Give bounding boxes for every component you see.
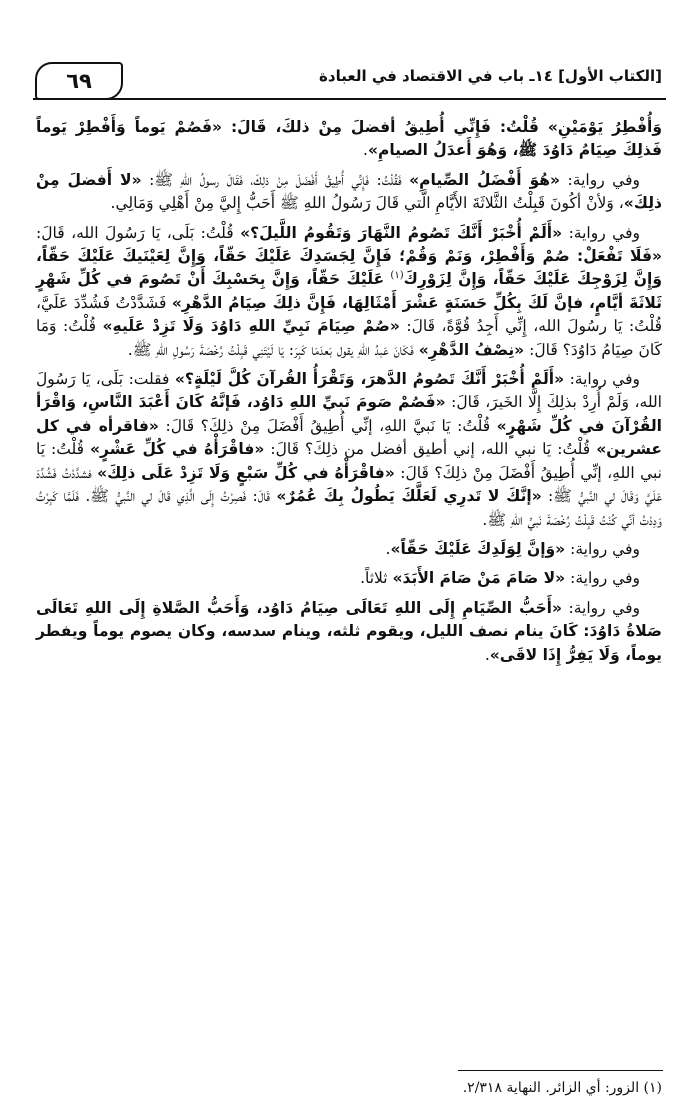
page-number: ٦٩ — [35, 62, 123, 100]
text-run: وَأُفْطِرُ يَوْمَيْنِ» قُلْتُ: فَإِنِّي أُطِيقُ أفضلَ مِنْ ذلكَ، قَالَ: — [222, 118, 663, 136]
text-run: قُلْتُ: يَا نَبيَّ اللهِ، إنِّي أُطِيقُ أَفْضَلَ مِنْ ذلِكَ؟ قَالَ: — [158, 416, 497, 435]
hadith-quote: عَلَيْكَ حَقّاً، وَإِنَّ بِحَسْبِكَ أَنْ تَصُومَ في كُلِّ شَهْرٍ ثَلاثَةَ أيَّامٍ، فإنَّ لَكَ بِكُلِّ حَسَنَةٍ عَشْرَ أَمْثَالِهَا، فَإِنَّ ذلِكَ صِيَامُ الدَّهْرِ» — [36, 270, 662, 312]
hadith-quote: «نِصْفُ الدَّهْرِ» — [418, 340, 525, 359]
text-run: قَالَ: فَصِرْتُ إِلَى الَّذِي قَالَ لي النَّبيُّ ﷺ. فَلَمَّا كَبِرْتُ وَدِدْتُ أنِّي كُنْتُ قَبِلْتُ رُخْصَةَ نَبيِّ اللهِ ﷺ. — [36, 487, 662, 529]
paragraph-4 — [36, 368, 662, 532]
text-run: فقلت: بَلَى، يَا رَسُولَ الله، وَلَمْ أُرِدْ بذلِكَ إِلَّا الخَيرَ، قَالَ: — [36, 370, 662, 412]
hadith-quote: «إنَّكَ لا تَدرِي لَعَلَّكَ يَطُولُ بِكَ عُمُرٌ» — [276, 487, 542, 506]
text-run: فَكَانَ عَبدُ اللهِ يقول بَعدَمَا كَبِرَ: يَا لَيْتَنِي قَبِلْتُ رُخْصَةَ رَسُولِ اللهِ ﷺ. — [127, 340, 419, 359]
hadith-text — [36, 116, 662, 673]
hadith-quote: «فَصُمْ يَوماً وَأَفْطِرْ يَوماً فَذلِكَ صِيَامُ دَاوُدَ ﷺ، وَهُوَ أَعدَلُ الصيامِ» — [36, 118, 662, 160]
paragraph-5 — [36, 538, 662, 561]
footnote-marker[interactable]: (١) — [390, 270, 404, 282]
footnote: (١) الزور: أي الزائر. النهاية ٢/٣١٨. — [462, 1080, 662, 1096]
text-run: ، وَلأنْ أكُونَ قَبِلْتُ الثَّلاثَةَ الأَيَّامِ الَّتي قَالَ رَسُولُ اللهِ ﷺ أَحَبُّ إِليَّ مِنْ أَهْلِي وَمَالِي. — [110, 194, 624, 213]
text-run: . — [385, 539, 391, 558]
hadith-quote: «أَلَمْ أُخْبَرْ أَنَّكَ تَصُومُ الدَّهرَ، وَتَقْرَأُ القُرآنَ كُلَّ لَيْلَةٍ؟» — [174, 370, 565, 389]
header-divider — [33, 98, 666, 100]
text-run: وفي رواية: — [565, 569, 640, 588]
text-run: ثلاثاً. — [360, 569, 393, 588]
hadith-quote: «فاقْرَأْهُ في كُلِّ عَشْرٍ» — [90, 440, 265, 459]
hadith-quote: «أَحَبُّ الصِّيَامِ إِلَى اللهِ تَعَالَى صِيَامُ دَاوُد، وَأَحَبُّ الصَّلاةِ إِلَى اللهِ تَعَالَى صَلاةُ دَاوُدَ: كَانَ ينام نصف الليل، ويقوم ثلثه، وينام سدسه، وكان يصوم يوماً ويفطر يوماً، وَلَا يَفِرُّ إِذَا لاقَى» — [36, 598, 662, 664]
text-run: قُلْتُ: بَلَى، يَا رَسُولَ الله، قَالَ: — [36, 223, 241, 242]
text-run: فَشَدَّدْتُ فَشُدِّدَ عَلَيَّ، قُلْتُ: يَا رسُولَ الله، إِنِّي أَجِدُ قُوَّةً، قَالَ: — [36, 293, 662, 336]
text-run: قُلْتُ: يَا نبي اللهِ، إنِّي أُطِيقُ أَفْضَلَ مِنْ ذلِكَ؟ قَالَ: — [36, 440, 662, 482]
paragraph-6 — [36, 567, 662, 590]
paragraph-7 — [36, 597, 662, 667]
text-run: . — [363, 141, 368, 160]
text-run: وفي رواية: — [562, 598, 640, 617]
text-run: قُلْتُ: وَمَا كَانَ صِيَامُ دَاوُدَ؟ قَالَ: — [36, 317, 662, 359]
chapter-title: [الكتاب الأول] ١٤ـ باب في الاقتصاد في العبادة — [319, 67, 662, 85]
hadith-quote: «وَإنَّ لِوَلَدِكَ عَلَيْكَ حَقّاً» — [390, 539, 566, 558]
running-header — [33, 62, 666, 98]
hadith-quote: «فاقرأه في كل عشرين» — [36, 416, 663, 459]
hadith-quote: «أَلَمْ أُخْبَرْ أَنَّكَ تَصُومُ النَّهَارَ وَتَقُومُ اللَّيلَ؟» — [240, 223, 563, 242]
text-run: وفي رواية: — [564, 370, 640, 389]
hadith-quote: «فَلَا تَفْعَلْ: صُمْ وَأَفْطِرْ، وَنَمْ وَقُمْ؛ فَإِنَّ لِجَسَدِكَ عَلَيْكَ حَقّاً، وَإِنَّ لِعَيْنَيكَ عَلَيْكَ حَقّاً، وَإِنَّ لِزَوْجِكَ عَلَيْكَ حَقّاً، وَإِنَّ لِزَوْرِكَ — [36, 247, 662, 289]
hadith-quote: «لا صَامَ مَنْ صَامَ الأَبَدَ» — [392, 569, 566, 588]
text-run: وفي رواية: — [565, 539, 640, 558]
text-run: فشدَّدْتُ فَشُدِّدَ عَلَيَّ وَقَالَ لي النَّبيُّ ﷺ: — [36, 463, 662, 506]
paragraph-3 — [36, 222, 662, 362]
text-run: فَقُلْتُ: فَإِنِّي أُطِيقُ أَفْضَلَ مِنْ ذلِكَ، فَقَالَ رسولُ اللهِ ﷺ: — [141, 170, 410, 189]
hadith-quote: «صُمْ صِيَامَ نَبِيِّ اللهِ دَاوُدَ وَلَا تَزِدْ عَلَيهِ» — [102, 317, 400, 336]
footnote-divider — [458, 1070, 663, 1071]
paragraph-2 — [36, 169, 662, 216]
hadith-quote: «لا أَفضلَ مِنْ ذلِكَ» — [36, 170, 662, 213]
text-run: وفي رواية: — [562, 223, 640, 242]
hadith-quote: «فاقْرَأْهُ في كُلِّ سَبْعٍ وَلَا تَزِدْ عَلَى ذلِكَ» — [97, 463, 395, 482]
text-run: وفي رواية: — [560, 170, 640, 189]
hadith-quote: «فَصُمْ صَومَ نَبيِّ اللهِ دَاوُد، فَإنَّهُ كَانَ أَعْبَدَ النَّاسِ، وَاقْرَأ القُرْآنَ في كُلِّ شَهْرٍ» — [36, 393, 662, 435]
text-run: قُلْتُ: يَا نبي الله، إني أطيق أفضل من ذلِكَ؟ قَالَ: — [264, 440, 597, 459]
paragraph-1 — [36, 116, 662, 163]
hadith-quote: «هُوَ أَفْضَلُ الصِّيامِ» — [409, 170, 561, 189]
text-run: . — [484, 645, 490, 664]
